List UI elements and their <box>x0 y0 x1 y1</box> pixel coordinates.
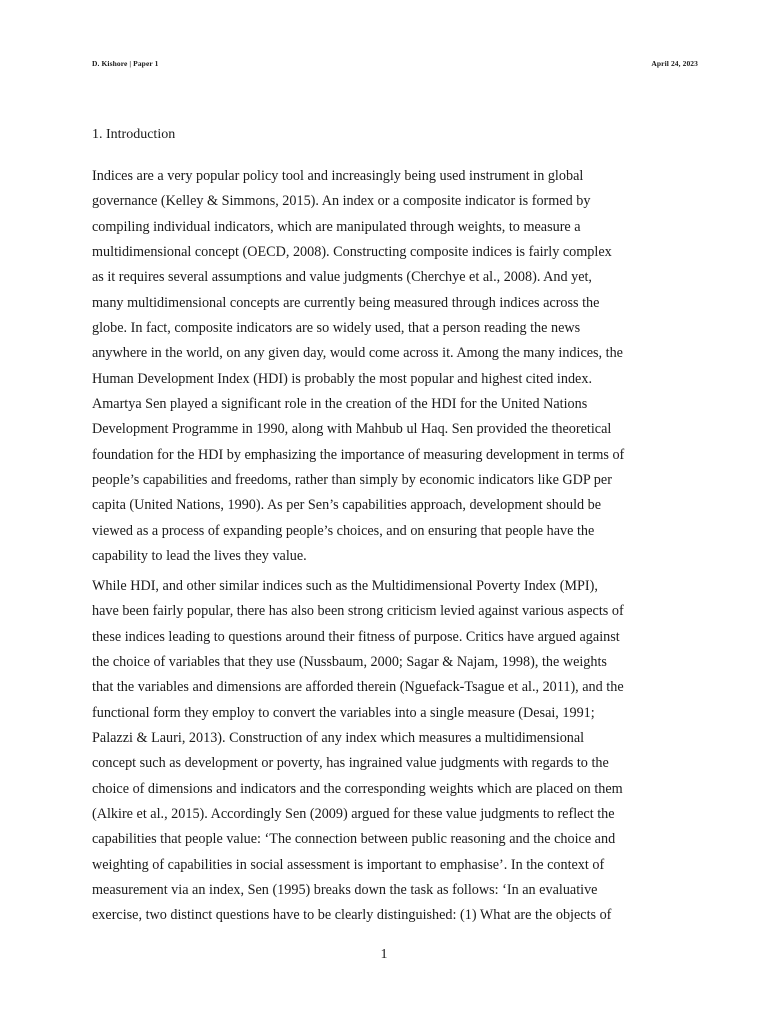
text-line: multidimensional concept (OECD, 2008). Constructing composite indices is fairly complex <box>92 243 612 260</box>
paragraph-1 <box>92 164 682 569</box>
text-line: foundation for the HDI by emphasizing the importance of measuring development in terms of <box>92 446 625 463</box>
text-line: Palazzi & Lauri, 2013). Construction of any index which measures a multidimensional <box>92 729 585 746</box>
text-line: functional form they employ to convert the variables into a single measure (Desai, 1991; <box>92 704 595 721</box>
text-line: as it requires several assumptions and value judgments (Cherchye et al., 2008). And yet, <box>92 269 592 286</box>
text-line: globe. In fact, composite indicators are so widely used, that a person reading the news <box>92 319 581 336</box>
text-line: capita (United Nations, 1990). As per Sen’s capabilities approach, development should be <box>92 497 602 514</box>
text-line: While HDI, and other similar indices such as the Multidimensional Poverty Index (MPI), <box>92 578 598 594</box>
text-line: Human Development Index (HDI) is probably the most popular and highest cited index. <box>92 370 592 387</box>
text-line: these indices leading to questions around their fitness of purpose. Critics have argued against <box>92 628 620 645</box>
header-date: April 24, 2023 <box>651 59 698 68</box>
text-line: concept such as development or poverty, has ingrained value judgments with regards to the <box>92 755 609 772</box>
text-line: choice of dimensions and indicators and the corresponding weights which are placed on them <box>92 780 623 797</box>
text-line: (Alkire et al., 2015). Accordingly Sen (2009) argued for these value judgments to reflect the <box>92 805 615 822</box>
text-line: exercise, two distinct questions have to be clearly distinguished: (1) What are the objects of <box>92 907 612 924</box>
text-line: people’s capabilities and freedoms, rather than simply by economic indicators like GDP per <box>92 471 612 488</box>
text-line: the choice of variables that they use (Nussbaum, 2000; Sagar & Najam, 1998), the weights <box>92 653 607 670</box>
text-line: governance (Kelley & Simmons, 2015). An index or a composite indicator is formed by <box>92 193 591 210</box>
text-line: that the variables and dimensions are afforded therein (Nguefack-Tsague et al., 2011), and the <box>92 679 624 696</box>
header-author-paper: D. Kishore | Paper 1 <box>92 59 159 68</box>
text-line: have been fairly popular, there has also been strong criticism levied against various aspects of <box>92 603 624 620</box>
text-line: Development Programme in 1990, along with Mahbub ul Haq. Sen provided the theoretical <box>92 421 612 438</box>
text-line: capabilities that people value: ‘The connection between public reasoning and the choice and <box>92 831 616 848</box>
section-heading: 1. Introduction <box>92 127 176 142</box>
page-number: 1 <box>380 947 388 962</box>
paragraph-2 <box>92 574 682 929</box>
text-line: anywhere in the world, on any given day, would come across it. Among the many indices, the <box>92 345 623 362</box>
text-line: viewed as a process of expanding people’s choices, and on ensuring that people have the <box>92 522 595 539</box>
text-line: Indices are a very popular policy tool and increasingly being used instrument in global <box>92 168 584 184</box>
text-line: many multidimensional concepts are currently being measured through indices across the <box>92 294 600 311</box>
text-line: compiling individual indicators, which are manipulated through weights, to measure a <box>92 218 581 235</box>
running-header <box>92 59 698 71</box>
text-line: Amartya Sen played a significant role in the creation of the HDI for the United Nations <box>92 395 588 412</box>
text-line: capability to lead the lives they value. <box>92 547 307 564</box>
text-line: weighting of capabilities in social assessment is important to emphasise’. In the context of <box>92 856 605 873</box>
text-line: measurement via an index, Sen (1995) breaks down the task as follows: ‘In an evaluative <box>92 881 598 898</box>
